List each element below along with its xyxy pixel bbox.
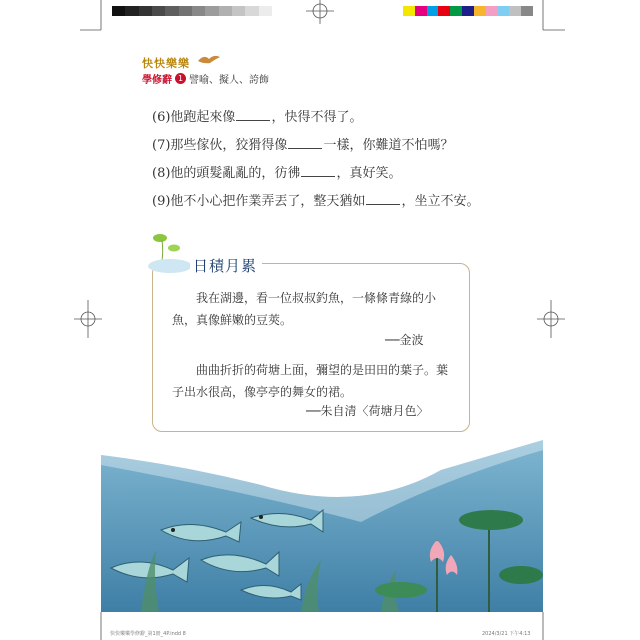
question-text-before: 他不小心把作業弄丟了，整天猶如 [170, 194, 366, 209]
answer-blank[interactable] [301, 164, 335, 177]
section-topics: 譬喻、擬人、誇飾 [189, 75, 269, 86]
answer-blank[interactable] [236, 108, 270, 121]
quote-2-author: ──朱自清〈荷塘月色〉 [306, 404, 429, 418]
footer-filename: 快快樂樂學修辭_第1冊_4P.indd 8 [110, 631, 186, 637]
section-label: 學修辭 [142, 75, 172, 86]
question-number: (9) [152, 194, 171, 209]
section-number-badge: 1 [175, 73, 186, 84]
question-7 [152, 134, 453, 153]
question-6 [152, 106, 362, 125]
answer-blank[interactable] [288, 136, 322, 149]
series-title: 快快樂樂 [142, 57, 190, 70]
question-text-before: 那些傢伙，狡猾得像 [170, 138, 288, 153]
quote-1-text: 我在湖邊，看一位叔叔釣魚，一條條青綠的小魚，真像鮮嫩的豆莢。 [172, 291, 437, 327]
question-text-after: ，真好笑。 [336, 166, 402, 181]
footer-date: 2024/3/21 下午4:13 [482, 631, 531, 637]
answer-blank[interactable] [366, 192, 400, 205]
question-text-before: 他跑起來像 [170, 110, 236, 125]
question-8 [152, 162, 401, 181]
quote-2-text: 曲曲折折的荷塘上面，彌望的是田田的葉子。葉子出水很高，像亭亭的舞女的裙。 [172, 363, 449, 399]
question-text-after: ，坐立不安。 [401, 194, 480, 209]
question-number: (8) [152, 166, 171, 181]
question-number: (6) [152, 110, 171, 125]
quote-1-author: ──金波 [385, 333, 424, 347]
section-subtitle [142, 71, 269, 86]
question-text-before: 他的頭髮亂亂的，彷彿 [170, 166, 301, 181]
bird-icon [196, 52, 222, 66]
question-text-after: ，快得不得了。 [271, 110, 363, 125]
pond-illustration [101, 440, 543, 612]
question-number: (7) [152, 138, 171, 153]
question-9 [152, 190, 479, 209]
question-text-after: 一樣，你難道不怕嗎？ [323, 138, 454, 153]
box-title: 日積月累 [193, 257, 258, 275]
